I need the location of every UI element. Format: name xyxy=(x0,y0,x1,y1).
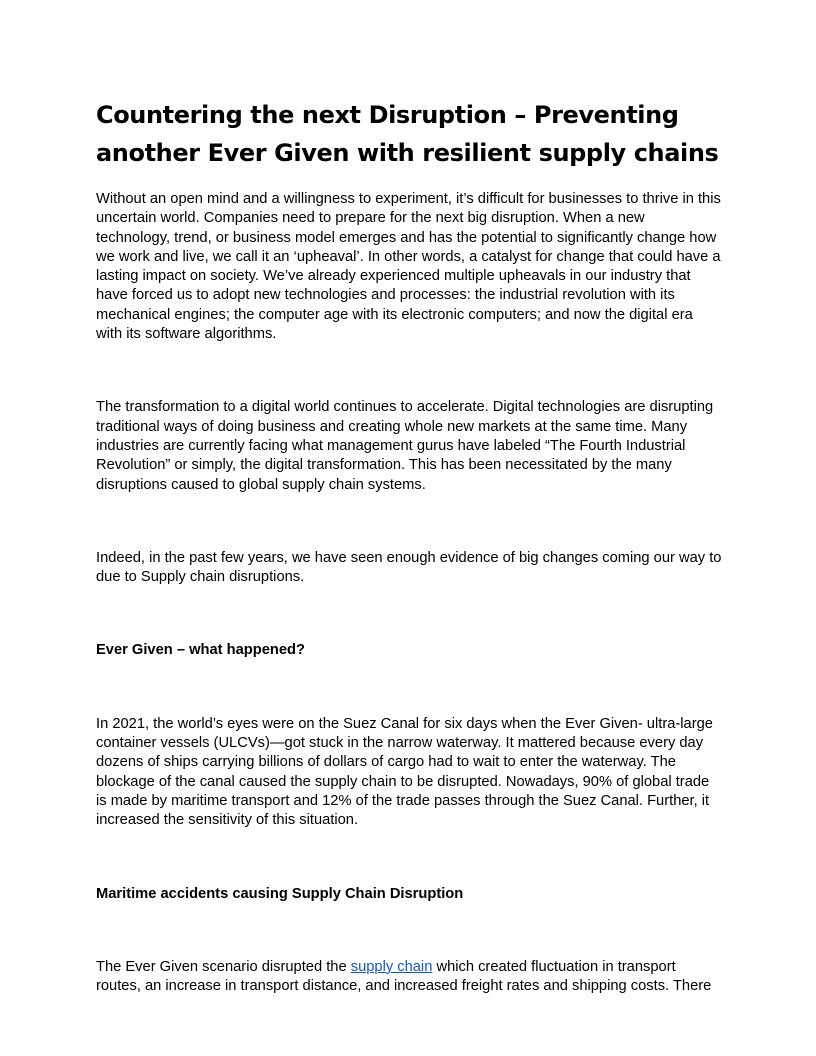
ever-given-heading: Ever Given – what happened? xyxy=(96,642,305,659)
maritime-paragraph xyxy=(96,958,722,997)
supply-chain-link[interactable]: supply chain xyxy=(350,958,433,975)
document-page xyxy=(96,96,722,996)
maritime-paragraph-end: which created fluctuation in transport routes, an increase in transport distance, and increased freight rates and shipping costs. There xyxy=(96,958,712,995)
supply-chain-evidence-paragraph: Indeed, in the past few years, we have seen enough evidence of big changes coming our way to due to Supply chain disruptions. xyxy=(96,549,722,586)
article-title: Countering the next Disruption – Preventing another Ever Given with resilient supply chains xyxy=(96,101,719,167)
maritime-accidents-heading: Maritime accidents causing Supply Chain Disruption xyxy=(96,885,464,902)
maritime-paragraph-start: The Ever Given scenario disrupted the xyxy=(96,958,351,975)
digital-transformation-paragraph: The transformation to a digital world continues to accelerate. Digital technologies are disrupting traditional ways of doing business and creating whole new markets at the same time. Many industries are currently facing what management gurus have labeled “The Fourth Industrial Revolution” or simply, the digital transformation. This has been necessitated by the many disruptions caused to global supply chain systems. xyxy=(96,399,714,493)
intro-paragraph: Without an open mind and a willingness to experiment, it’s difficult for businesses to thrive in this uncertain world. Companies need to prepare for the next big disruption. When a new technology, trend, or business model emerges and has the potential to significantly change how we work and live, we call it an ‘upheaval’. In other words, a catalyst for change that could have a lasting impact on society. We’ve already experienced multiple upheavals in our industry that have forced us to adopt new technologies and processes: the industrial revolution with its mechanical engines; the computer age with its electronic computers; and now the digital era with its software algorithms. xyxy=(96,191,721,343)
ever-given-paragraph: In 2021, the world’s eyes were on the Suez Canal for six days when the Ever Given- ultra-large container vessels (ULCVs)—got stuck in the narrow waterway. It mattered because every day dozens of ships carrying billions of dollars of cargo had to wait to enter the waterway. The blockage of the canal caused the supply chain to be disrupted. Nowadays, 90% of global trade is made by maritime transport and 12% of the trade passes through the Suez Canal. Further, it increased the sensitivity of this situation. xyxy=(96,715,713,829)
